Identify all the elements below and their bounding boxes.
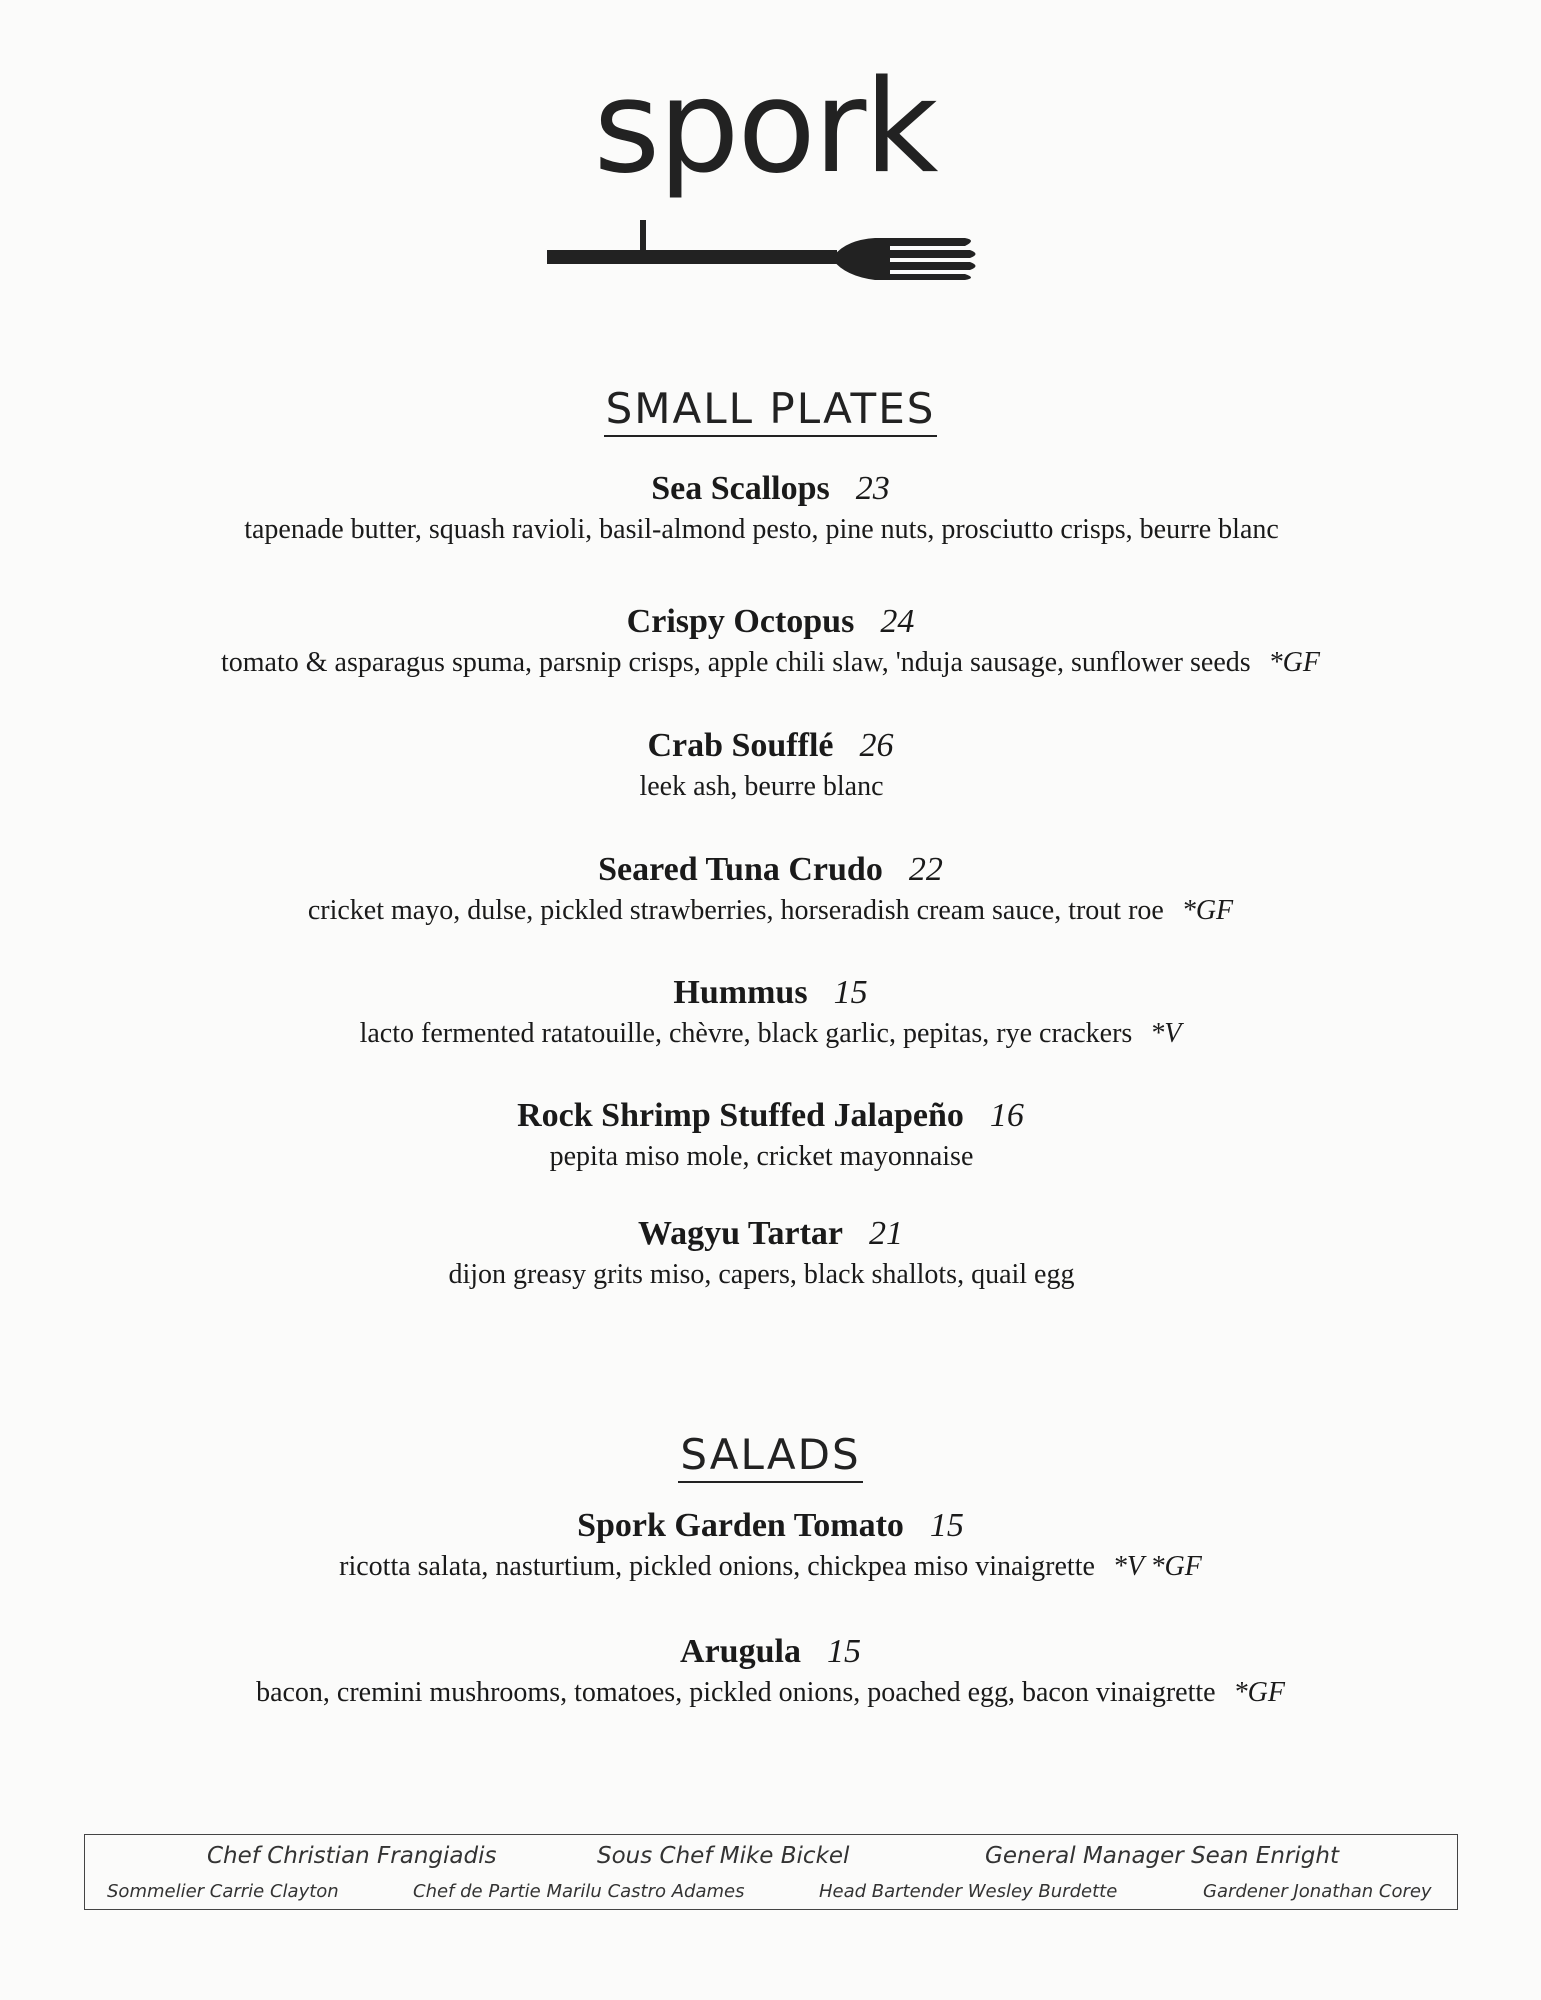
item-price: 23	[855, 470, 890, 507]
menu-item	[0, 1631, 1541, 1711]
item-name: Spork Garden Tomato	[577, 1507, 904, 1544]
staff-credit: General Manager Sean Enright	[985, 1843, 1339, 1869]
dietary-tag: *GF	[1268, 647, 1320, 678]
item-description: bacon, cremini mushrooms, tomatoes, pickled onions, poached egg, bacon vinaigrette	[256, 1677, 1216, 1708]
menu-item	[0, 468, 1541, 548]
item-name: Hummus	[673, 974, 808, 1011]
menu-item	[0, 972, 1541, 1052]
item-price: 21	[868, 1215, 903, 1252]
menu-item	[0, 725, 1541, 805]
spork-utensil-icon	[545, 220, 985, 310]
staff-credit: Sommelier Carrie Clayton	[107, 1881, 339, 1902]
item-price: 15	[826, 1633, 861, 1670]
staff-credit: Sous Chef Mike Bickel	[597, 1843, 850, 1869]
section-title-small-plates: SMALL PLATES	[0, 384, 1541, 433]
menu-item	[0, 1505, 1541, 1585]
item-price: 16	[989, 1097, 1024, 1134]
dietary-tag: *V	[1150, 1018, 1182, 1049]
item-name: Sea Scallops	[651, 470, 830, 507]
item-name: Rock Shrimp Stuffed Jalapeño	[517, 1097, 964, 1134]
item-name: Crab Soufflé	[647, 727, 834, 764]
item-price: 22	[908, 851, 943, 888]
menu-item	[0, 1213, 1541, 1293]
item-name: Wagyu Tartar	[638, 1215, 843, 1252]
menu-item	[0, 601, 1541, 681]
staff-credit: Head Bartender Wesley Burdette	[819, 1881, 1118, 1902]
item-description: leek ash, beurre blanc	[639, 771, 884, 802]
restaurant-logo	[545, 53, 985, 260]
item-description: cricket mayo, dulse, pickled strawberries, horseradish cream sauce, trout roe	[307, 895, 1164, 926]
menu-item	[0, 849, 1541, 929]
item-price: 26	[859, 727, 894, 764]
staff-credit: Chef Christian Frangiadis	[207, 1843, 497, 1869]
staff-credits	[84, 1834, 1458, 1910]
item-description: pepita miso mole, cricket mayonnaise	[549, 1141, 974, 1172]
menu-item	[0, 1095, 1541, 1175]
item-description: lacto fermented ratatouille, chèvre, black garlic, pepitas, rye crackers	[359, 1018, 1133, 1049]
item-price: 15	[833, 974, 868, 1011]
dietary-tag: *GF	[1233, 1677, 1285, 1708]
item-price: 15	[929, 1507, 964, 1544]
dietary-tag: *V *GF	[1112, 1551, 1202, 1582]
item-description: ricotta salata, nasturtium, pickled onions, chickpea miso vinaigrette	[339, 1551, 1095, 1582]
dietary-tag: *GF	[1181, 895, 1234, 926]
staff-credit: Chef de Partie Marilu Castro Adames	[413, 1881, 745, 1902]
item-name: Arugula	[680, 1633, 801, 1670]
logo-wordmark: spork	[593, 53, 937, 202]
item-price: 24	[880, 603, 915, 640]
staff-credit: Gardener Jonathan Corey	[1203, 1881, 1432, 1902]
section-title-salads: SALADS	[0, 1430, 1541, 1479]
item-description: tomato & asparagus spuma, parsnip crisps, apple chili slaw, 'nduja sausage, sunflower seeds	[221, 647, 1251, 678]
item-name: Seared Tuna Crudo	[598, 851, 883, 888]
item-description: tapenade butter, squash ravioli, basil-almond pesto, pine nuts, prosciutto crisps, beurre blanc	[244, 514, 1279, 545]
item-description: dijon greasy grits miso, capers, black shallots, quail egg	[448, 1259, 1075, 1290]
item-name: Crispy Octopus	[626, 603, 855, 640]
